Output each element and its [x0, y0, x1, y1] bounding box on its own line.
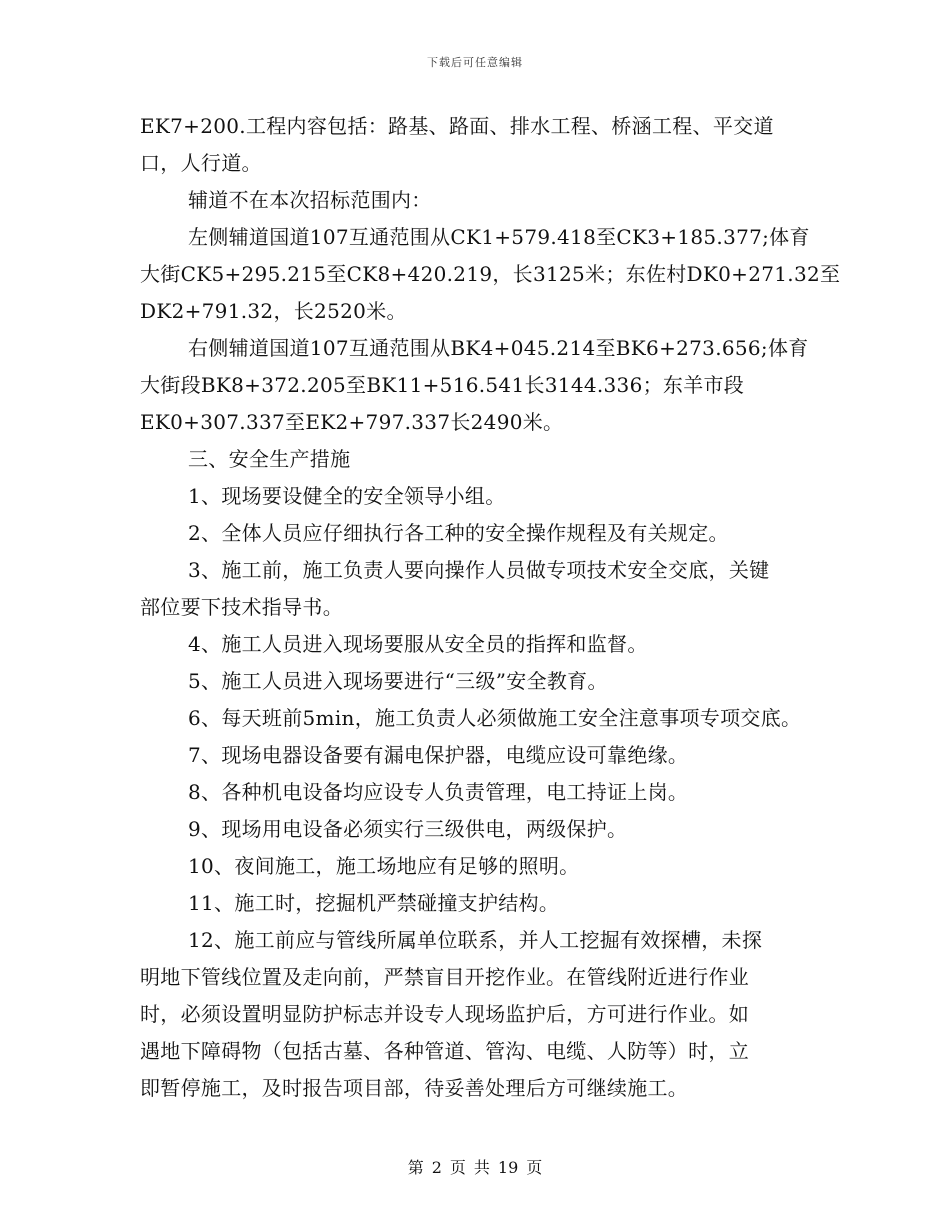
list-item [140, 478, 816, 515]
text-line: 三、安全生产措施 [188, 447, 351, 471]
text-line: 部位要下技术指导书。 [140, 595, 343, 619]
paragraph-scope [140, 108, 816, 182]
text-line: 即暂停施工，及时报告项目部，待妥善处理后方可继续施工。 [140, 1076, 689, 1100]
text-line: 7、现场电器设备要有漏电保护器，电缆应设可靠绝缘。 [188, 743, 689, 767]
document-body [140, 108, 841, 1107]
list-item [140, 737, 816, 774]
text-line: 大街段BK8+372.205至BK11+516.541长3144.336；东羊市段 [140, 373, 745, 397]
footer-total-prefix: 共 [473, 1158, 490, 1177]
list-item [140, 626, 816, 663]
section-heading [140, 441, 816, 478]
total-pages: 19 [497, 1158, 519, 1177]
paragraph-side-road-note [140, 182, 816, 219]
text-line: 9、现场用电设备必须实行三级供电，两级保护。 [188, 817, 628, 841]
page-number: 2 [431, 1158, 442, 1177]
page-footer [0, 1155, 950, 1178]
footer-prefix: 第 [407, 1158, 424, 1177]
text-line: 4、施工人员进入现场要服从安全员的指挥和监督。 [188, 632, 648, 656]
text-line: DK2+791.32，长2520米。 [140, 299, 407, 323]
text-line: 时，必须设置明显防护标志并设专人现场监护后，方可进行作业。如 [140, 1002, 749, 1026]
list-item [140, 663, 816, 700]
text-line: 6、每天班前5min，施工负责人必须做施工安全注意事项专项交底。 [188, 706, 802, 730]
text-line: 3、施工前，施工负责人要向操作人员做专项技术安全交底，关键 [188, 558, 770, 582]
list-item [140, 811, 816, 848]
text-line: 10、夜间施工，施工场地应有足够的照明。 [188, 854, 580, 878]
text-line: 8、各种机电设备均应设专人负责管理，电工持证上岗。 [188, 780, 689, 804]
text-line: 2、全体人员应仔细执行各工种的安全操作规程及有关规定。 [188, 521, 729, 545]
text-line: 明地下管线位置及走向前，严禁盲目开挖作业。在管线附近进行作业 [140, 965, 749, 989]
text-line: 遇地下障碍物（包括古墓、各种管道、管沟、电缆、人防等）时，立 [140, 1039, 749, 1063]
text-line: 右侧辅道国道107互通范围从BK4+045.214至BK6+273.656;体育 [188, 336, 809, 360]
text-line: 5、施工人员进入现场要进行“三级”安全教育。 [188, 669, 608, 693]
paragraph-left-side-road [140, 219, 841, 330]
text-line: 大街CK5+295.215至CK8+420.219，长3125米；东佐村DK0+271.32至 [140, 262, 841, 286]
text-line: 1、现场要设健全的安全领导小组。 [188, 484, 506, 508]
text-line: 12、施工前应与管线所属单位联系，并人工挖掘有效探槽，未探 [188, 928, 763, 952]
text-line: EK0+307.337至EK2+797.337长2490米。 [140, 410, 564, 434]
list-item [140, 700, 816, 737]
text-line: 11、施工时，挖掘机严禁碰撞支护结构。 [188, 891, 560, 915]
paragraph-right-side-road [140, 330, 816, 441]
footer-page-word: 页 [449, 1158, 466, 1177]
list-item [140, 515, 816, 552]
page-header: 下载后可任意编辑 [427, 56, 523, 69]
text-line: 辅道不在本次招标范围内： [188, 188, 432, 212]
list-item [140, 922, 816, 1107]
footer-suffix: 页 [526, 1158, 543, 1177]
list-item [140, 848, 816, 885]
list-item [140, 885, 816, 922]
text-line: EK7+200.工程内容包括：路基、路面、排水工程、桥涵工程、平交道 [140, 114, 774, 138]
text-line: 左侧辅道国道107互通范围从CK1+579.418至CK3+185.377;体育 [188, 225, 810, 249]
list-item [140, 552, 816, 626]
text-line: 口，人行道。 [140, 151, 262, 175]
list-item [140, 774, 816, 811]
